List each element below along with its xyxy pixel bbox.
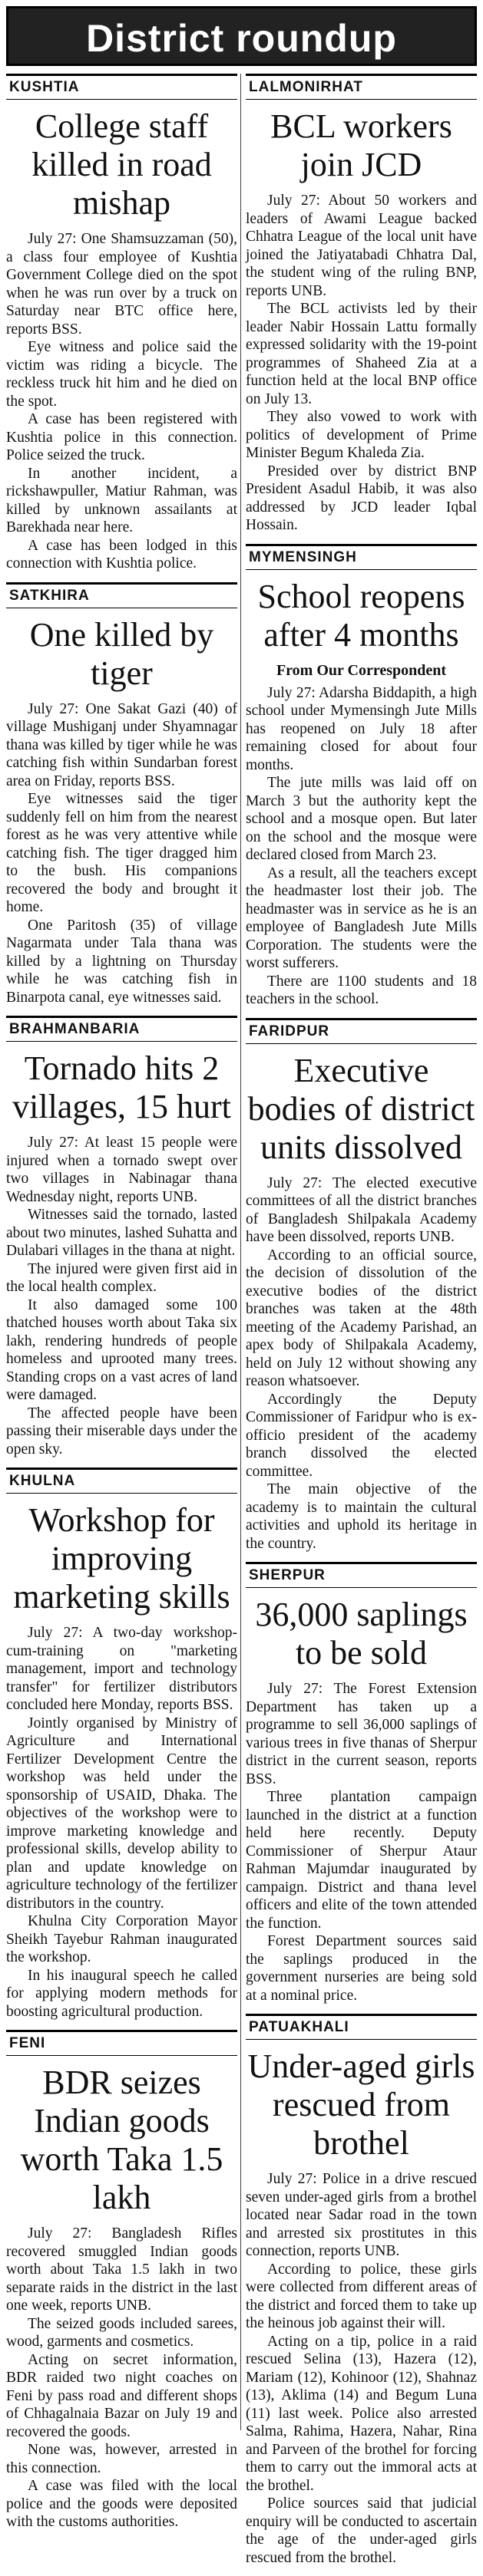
right-column bbox=[246, 74, 477, 2576]
story-headline: Workshop for improving marketing skills bbox=[13, 1501, 230, 1616]
story-paragraph: July 27: Police in a drive rescued seven under-aged girls from a brothel located near Sadar road in the town and arrested six prostitutes in this connection, reports UNB. bbox=[246, 2171, 477, 2259]
story-paragraph: Presided over by district BNP President Asadul Habib, it was also addressed by JCD leader Iqbal Hossain. bbox=[246, 463, 477, 533]
left-column bbox=[6, 74, 237, 2541]
story-headline: One killed by tiger bbox=[29, 615, 214, 692]
story-paragraph: According to police, these girls were collected from different areas of the district and forced them to take up the heinous job against their will. bbox=[246, 2261, 477, 2331]
location-tag: KHULNA bbox=[6, 1468, 237, 1494]
story-paragraph: The seized goods included sarees, wood, garments and cosmetics. bbox=[6, 2315, 237, 2350]
location-tag: PATUAKHALI bbox=[246, 2014, 477, 2040]
story-paragraph: A case has been lodged in this connection with Kushtia police. bbox=[6, 537, 237, 572]
story-paragraph: Eye witness and police said the victim was riding a bicycle. The reckless truck hit him and he died on the spot. bbox=[6, 339, 237, 410]
location-tag: SATKHIRA bbox=[6, 582, 237, 608]
news-story bbox=[246, 1018, 477, 1553]
story-paragraph: July 27: At least 15 people were injured when a tornado swept over two villages in Nabinagar thana Wednesday night, reports UNB. bbox=[6, 1135, 237, 1205]
news-story bbox=[6, 582, 237, 1007]
story-paragraph: In another incident, a rickshawpuller, Matiur Rahman, was killed by unknown assailants at Barekhada near here. bbox=[6, 465, 237, 535]
location-tag: MYMENSINGH bbox=[246, 544, 477, 570]
story-paragraph: Police sources said that judicial enquiry will be conducted to ascertain the age of the under-aged girls rescued from the brothel. bbox=[246, 2495, 477, 2566]
story-headline: BCL workers join JCD bbox=[270, 107, 452, 183]
story-paragraph: None was, however, arrested in this connection. bbox=[6, 2442, 237, 2476]
story-headline: 36,000 saplings to be sold bbox=[255, 1596, 468, 1672]
location-tag: FARIDPUR bbox=[246, 1018, 477, 1044]
location-tag: BRAHMANBARIA bbox=[6, 1016, 237, 1042]
story-paragraph: July 27: One Sakat Gazi (40) of village Mushiganj under Shyamnagar thana was killed by tiger while he was catching fish within Sundarban forest area on Friday, reports BSS. bbox=[6, 700, 237, 789]
story-paragraph: July 27: About 50 workers and leaders of Awami League backed Chhatra League of the local unit have joined the Jatiyatabadi Chhatra Dal, the student wing of the ruling BNP, reports UNB. bbox=[246, 193, 477, 299]
news-story bbox=[6, 2030, 237, 2532]
news-story bbox=[6, 1016, 237, 1458]
story-headline: Under-aged girls rescued from brothel bbox=[247, 2047, 475, 2162]
story-paragraph: Witnesses said the tornado, lasted about two minutes, lashed Suhatta and Dulabari villages in the thana at night. bbox=[6, 1207, 237, 1259]
story-paragraph: There are 1100 students and 18 teachers in the school. bbox=[246, 973, 477, 1007]
story-paragraph: According to an official source, the decision of dissolution of the executive bodies of the district branches was taken at the 48th meeting of the Academy Parishad, an apex body of Shilpakala Academy, held on July 12 without showing any reason whatsoever. bbox=[246, 1247, 477, 1389]
story-paragraph: July 27: A two-day workshop-cum-training on "marketing management, import and technology transfer" for fertilizer distributors concluded here Monday, reports BSS. bbox=[6, 1625, 237, 1713]
story-paragraph: Acting on secret information, BDR raided two night coaches on Feni by pass road and different shops of Chhagalnaia Bazar on July 19 and recovered the goods. bbox=[6, 2351, 237, 2440]
news-story bbox=[6, 74, 237, 573]
location-tag: LALMONIRHAT bbox=[246, 74, 477, 100]
story-paragraph: A case has been registered with Kushtia police in this connection. Police seized the truck. bbox=[6, 411, 237, 463]
story-paragraph: July 27: One Shamsuzzaman (50), a class four employee of Kushtia Government College died on the spot when he was run over by a truck on Saturday near BTC office here, reports BSS. bbox=[6, 231, 237, 338]
story-headline: Executive bodies of district units dissolved bbox=[247, 1051, 475, 1166]
story-headline: School reopens after 4 months bbox=[257, 577, 465, 654]
story-paragraph: July 27: Bangladesh Rifles recovered smuggled Indian goods worth about Taka 1.5 lakh in two separate raids in the district in the last one week, reports UNB. bbox=[6, 2225, 237, 2314]
news-story bbox=[246, 74, 477, 535]
story-paragraph: A case was filed with the local police and the goods were deposited with the customs authorities. bbox=[6, 2478, 237, 2530]
story-paragraph: In his inaugural speech he called for applying modern methods for boosting agricultural production. bbox=[6, 1967, 237, 2020]
story-paragraph: Khulna City Corporation Mayor Sheikh Tayebur Rahman inaugurated the workshop. bbox=[6, 1913, 237, 1965]
story-headline: College staff killed in road mishap bbox=[31, 107, 212, 222]
story-paragraph: Three plantation campaign launched in the district at a function held here recently. Deputy Commissioner of Sherpur Ataur Rahman Majumdar inaugurated by campaign. District and thana level officers and elite of the town attended the function. bbox=[246, 1789, 477, 1932]
story-paragraph: July 27: The elected executive committees of all the district branches of Bangladesh Shilpakala Academy have been dissolved, reports UNB. bbox=[246, 1174, 477, 1245]
story-paragraph: July 27: The Forest Extension Department has taken up a programme to sell 36,000 saplings of various trees in five thanas of Sherpur district in the current season, reports BSS. bbox=[246, 1681, 477, 1787]
story-paragraph: The BCL activists led by their leader Nabir Hossain Lattu formally expressed solidarity with the 19-point programmes of Shaheed Zia at a function held at the local BNP office on July 13. bbox=[246, 301, 477, 407]
page-title: District roundup bbox=[6, 6, 477, 66]
story-paragraph: They also vowed to work with politics of development of Prime Minister Begum Khaleda Zia. bbox=[246, 409, 477, 461]
news-story bbox=[246, 544, 477, 1009]
story-paragraph: Jointly organised by Ministry of Agriculture and International Fertilizer Development Centre the workshop was held under the sponsorship of USAID, Dhaka. The objectives of the workshop were to improve marketing knowledge and professional skills, develop ability to plan and update knowledge on agriculture technology of the fertilizer distributors in the country. bbox=[6, 1715, 237, 1912]
story-paragraph: It also damaged some 100 thatched houses worth about Taka six lakh, rendering hundreds of people homeless and uprooted many trees. Standing crops on a vast acres of land were damaged. bbox=[6, 1296, 237, 1403]
story-headline: BDR seizes Indian goods worth Taka 1.5 lakh bbox=[20, 2064, 223, 2216]
news-story bbox=[6, 1468, 237, 2021]
story-paragraph: The injured were given first aid in the local health complex. bbox=[6, 1260, 237, 1295]
location-tag: KUSHTIA bbox=[6, 74, 237, 100]
news-story bbox=[246, 1562, 477, 2004]
story-paragraph: The main objective of the academy is to maintain the cultural activities and uphold its heritage in the country. bbox=[246, 1481, 477, 1552]
news-story bbox=[246, 2014, 477, 2567]
story-paragraph: The affected people have been passing their miserable days under the open sky. bbox=[6, 1405, 237, 1458]
story-paragraph: The jute mills was laid off on March 3 but the authority kept the school and a mosque open. But later on the school and the mosque were declared closed from March 23. bbox=[246, 775, 477, 863]
location-tag: SHERPUR bbox=[246, 1562, 477, 1588]
story-headline: Tornado hits 2 villages, 15 hurt bbox=[12, 1049, 231, 1125]
story-paragraph: One Paritosh (35) of village Nagarmata under Tala thana was killed by a lightning on Thursday while he was catching fish in Binarpota canal, eye witnesses said. bbox=[6, 917, 237, 1006]
story-byline: From Our Correspondent bbox=[276, 661, 447, 679]
location-tag: FENI bbox=[6, 2030, 237, 2056]
story-paragraph: Eye witnesses said the tiger suddenly fell on him from the nearest forest as he was very attentive while catching fish. The tiger dragged him to the bush. His companions recovered the body and brought it home. bbox=[6, 791, 237, 915]
story-paragraph: Accordingly the Deputy Commissioner of Faridpur who is ex-officio president of the academy branch dissolved the elected committee. bbox=[246, 1391, 477, 1480]
column-divider bbox=[240, 74, 241, 2430]
story-paragraph: Acting on a tip, police in a raid rescued Selina (13), Hazera (12), Mariam (12), Kohinoor (12), Shahnaz (13), Aklima (14) and Begum Luna (11) last week. Police also arrested Salma, Rahima, Hazera, Nahar, Rina and Parveen of the brothel for forcing them to carry out the immoral acts at the brothel. bbox=[246, 2333, 477, 2494]
story-paragraph: Forest Department sources said the saplings produced in the government nurseries are being sold at a nominal price. bbox=[246, 1933, 477, 2004]
story-paragraph: July 27: Adarsha Biddapith, a high school under Mymensingh Jute Mills has reopened on July 18 after remaining closed for about four months. bbox=[246, 684, 477, 773]
story-paragraph: As a result, all the teachers except the headmaster lost their job. The headmaster was in service as he is an employee of Bangladesh Jute Mills Corporation. The students were the worst sufferers. bbox=[246, 865, 477, 971]
